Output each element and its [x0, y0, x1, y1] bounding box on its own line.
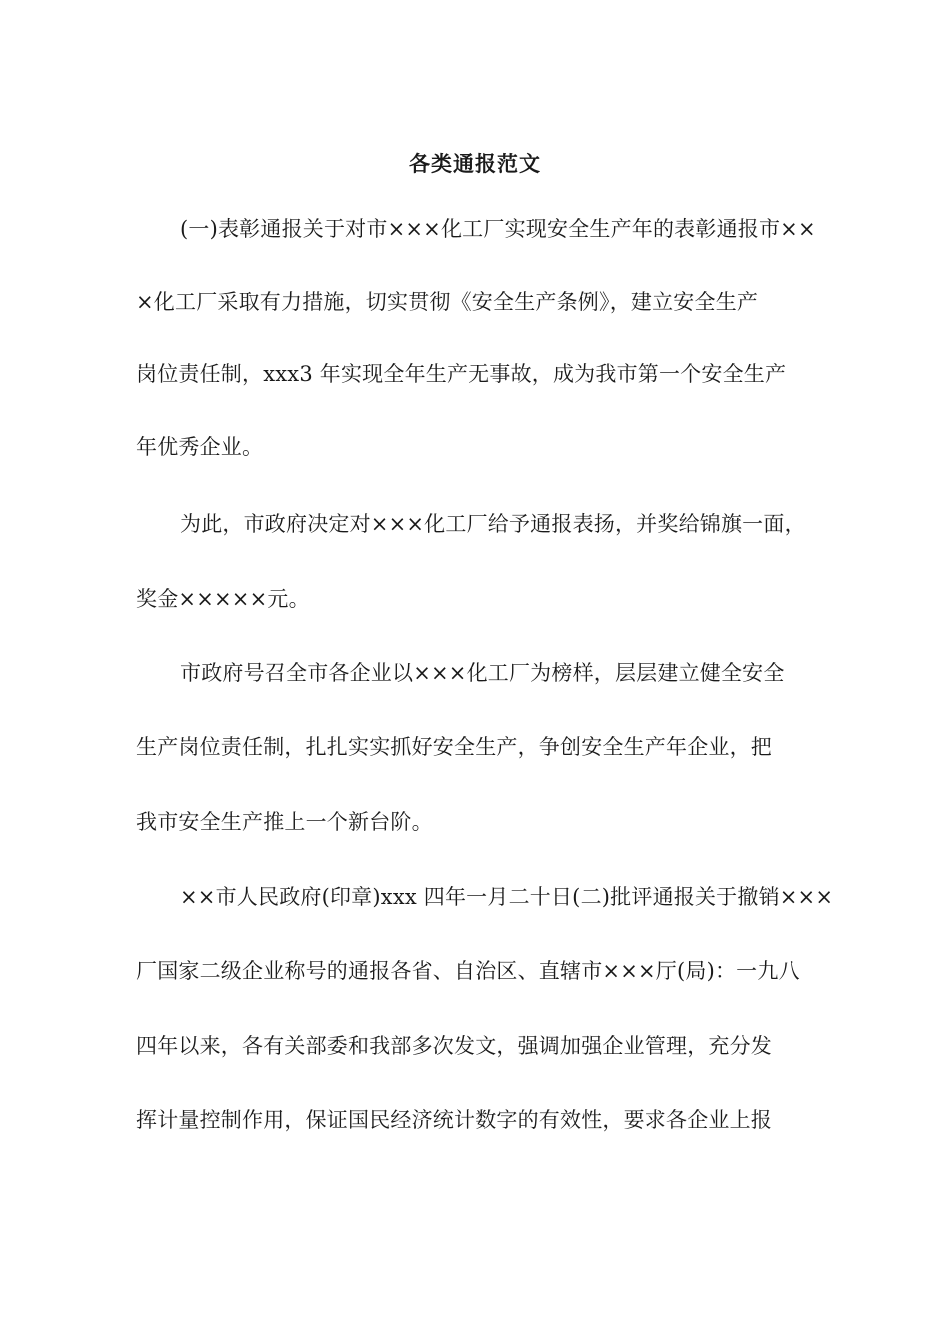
- paragraph-3-line-3: 我市安全生产推上一个新台阶。: [136, 810, 433, 834]
- paragraph-1-line-2: ×化工厂采取有力措施，切实贯彻《安全生产条例》，建立安全生产: [136, 290, 759, 314]
- paragraph-1-line-3: 岗位责任制，xxx3 年实现全年生产无事故，成为我市第一个安全生产: [136, 362, 787, 386]
- document-title: 各类通报范文: [409, 151, 541, 176]
- paragraph-4-line-3: 四年以来，各有关部委和我部多次发文，强调加强企业管理，充分发: [136, 1034, 772, 1058]
- paragraph-3-line-1: 市政府号召全市各企业以×××化工厂为榜样，层层建立健全安全: [180, 661, 785, 685]
- paragraph-2-line-1: 为此，市政府决定对×××化工厂给予通报表扬，并奖给锦旗一面，: [180, 512, 806, 536]
- paragraph-4-line-4: 挥计量控制作用，保证国民经济统计数字的有效性，要求各企业上报: [136, 1108, 772, 1132]
- paragraph-4-line-2: 厂国家二级企业称号的通报各省、自治区、直辖市×××厅(局)：一九八: [136, 959, 800, 983]
- paragraph-1-line-4: 年优秀企业。: [136, 435, 264, 459]
- paragraph-1-line-1: (一)表彰通报关于对市×××化工厂实现安全生产年的表彰通报市××: [180, 217, 816, 241]
- paragraph-2-line-2: 奖金×××××元。: [136, 587, 310, 611]
- paragraph-4-line-1: ××市人民政府(印章)xxx 四年一月二十日(二)批评通报关于撤销×××: [180, 885, 834, 909]
- paragraph-3-line-2: 生产岗位责任制，扎扎实实抓好安全生产，争创安全生产年企业，把: [136, 735, 772, 759]
